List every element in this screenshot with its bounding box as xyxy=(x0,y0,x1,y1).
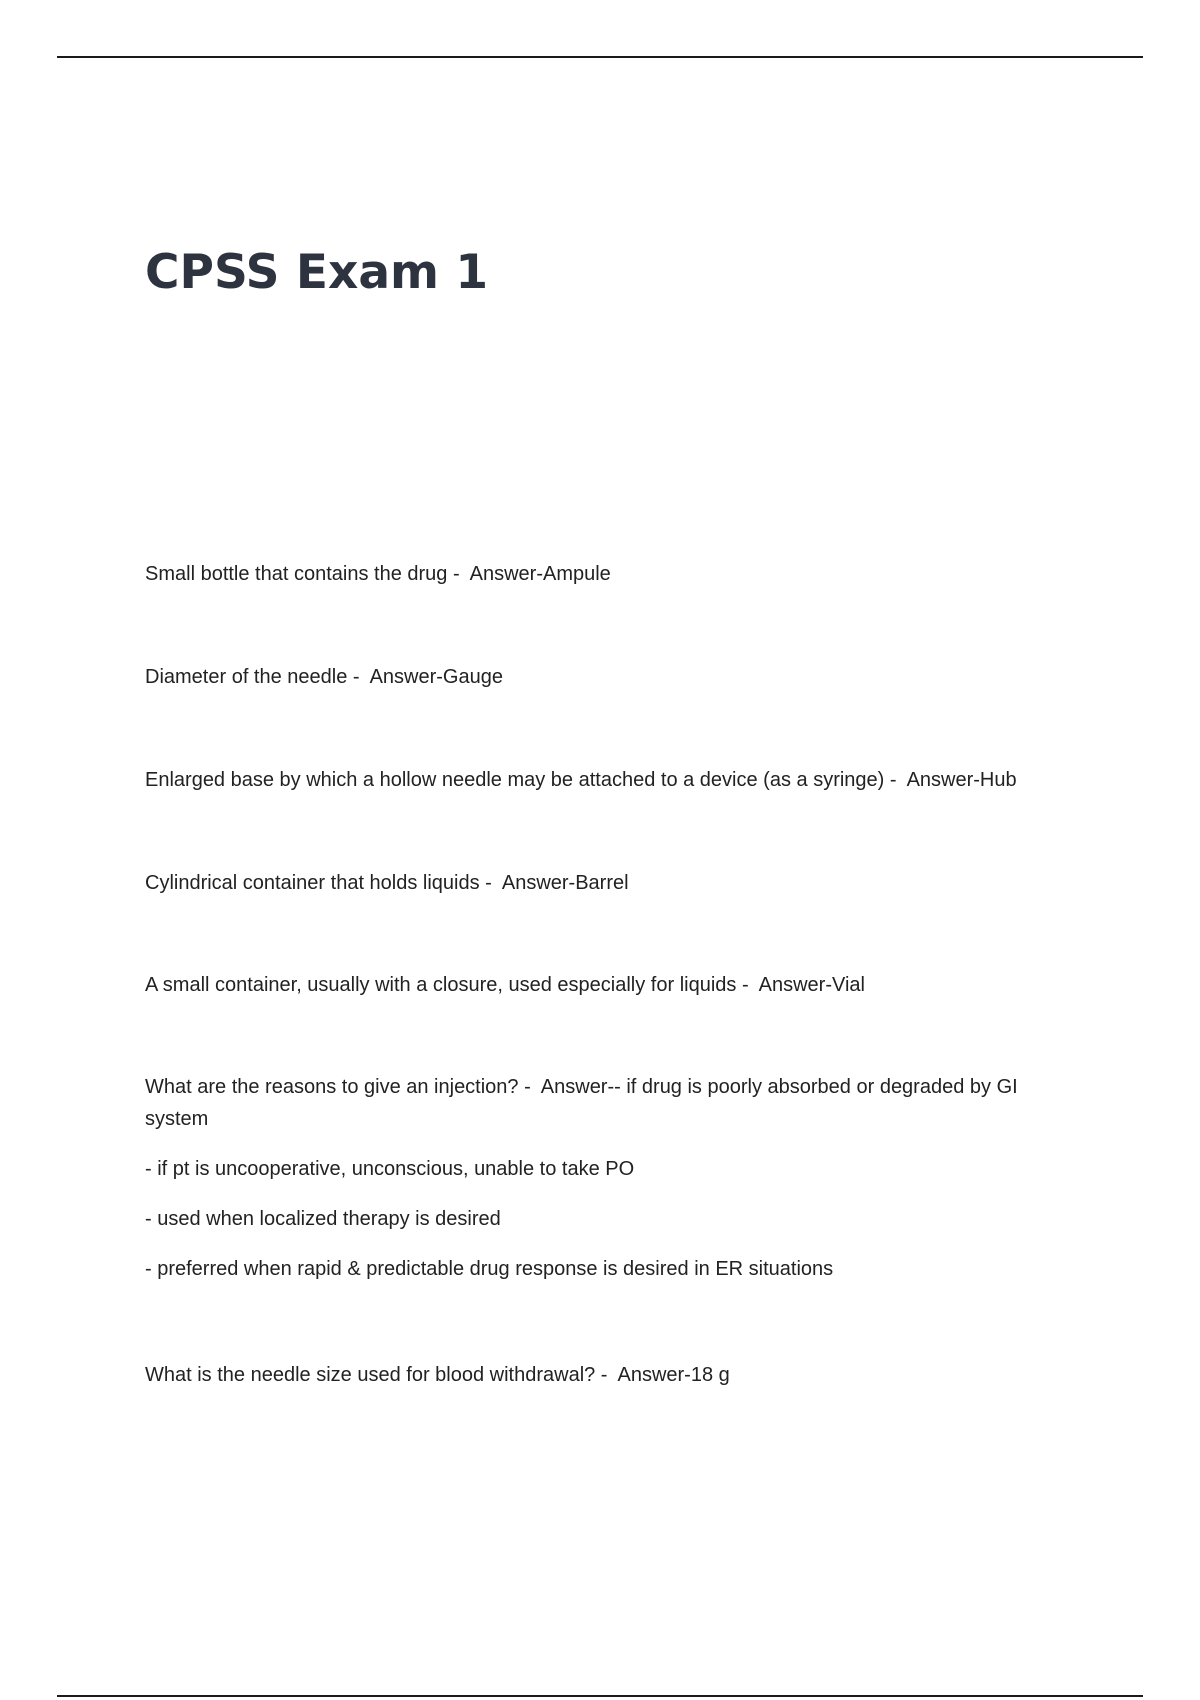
question-text: What are the reasons to give an injection? - xyxy=(145,1076,537,1098)
qa-item-6 xyxy=(145,1071,1045,1285)
qa-item-3 xyxy=(145,764,1045,796)
answer-text: Answer-Hub xyxy=(902,769,1017,791)
qa-item-2 xyxy=(145,661,1045,693)
qa-item-5 xyxy=(145,969,1045,1001)
question-text: Enlarged base by which a hollow needle may be attached to a device (as a syringe) - xyxy=(145,769,903,791)
qa-item-1 xyxy=(145,558,1045,590)
answer-bullet: - preferred when rapid & predictable drug response is desired in ER situations xyxy=(145,1258,834,1280)
qa-item-4 xyxy=(145,867,1045,899)
answer-bullet: - if pt is uncooperative, unconscious, unable to take PO xyxy=(145,1158,635,1180)
answer-bullet: - used when localized therapy is desired xyxy=(145,1208,501,1230)
qa-item-7 xyxy=(145,1359,1045,1391)
answer-text: Answer-Vial xyxy=(754,974,865,996)
answer-text: Answer-Ampule xyxy=(465,563,611,585)
answer-text: Answer-Gauge xyxy=(365,666,503,688)
question-text: Small bottle that contains the drug - xyxy=(145,563,466,585)
answer-text: Answer-Barrel xyxy=(497,872,629,894)
question-text: A small container, usually with a closure, used especially for liquids - xyxy=(145,974,755,996)
header-rule xyxy=(57,56,1143,58)
answer-text: Answer-- if drug is poorly absorbed or degraded by GI system xyxy=(145,1076,1024,1130)
question-text: Cylindrical container that holds liquids - xyxy=(145,872,498,894)
question-text: What is the needle size used for blood withdrawal? - xyxy=(145,1364,614,1386)
footer-rule xyxy=(57,1695,1143,1697)
document-title: CPSS Exam 1 xyxy=(145,245,489,300)
question-text: Diameter of the needle - xyxy=(145,666,366,688)
answer-text: Answer-18 g xyxy=(613,1364,730,1386)
